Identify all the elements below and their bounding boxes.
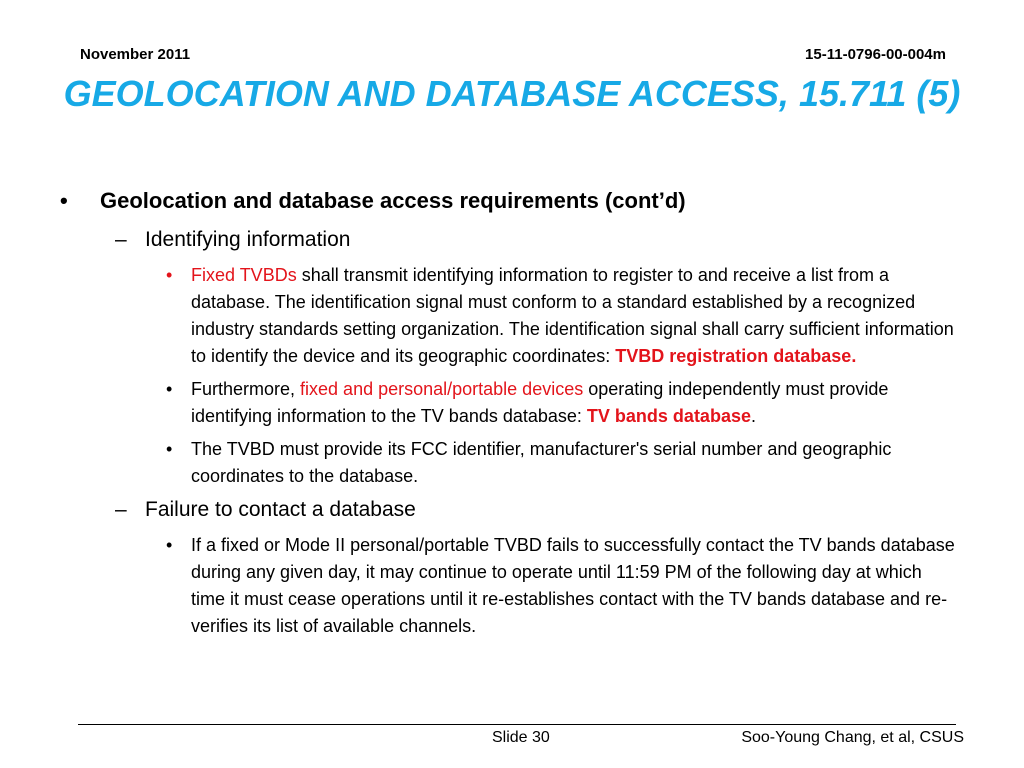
item-text: Furthermore,: [191, 379, 301, 399]
slide-title: GEOLOCATION AND DATABASE ACCESS, 15.711 (5): [63, 73, 961, 114]
dash-icon: –: [115, 498, 127, 521]
item-text: operating independently must provide identifying information to the TV bands database:: [191, 379, 889, 426]
sub-bullet-failure-to-contact: [60, 496, 960, 524]
slide-number: Slide 30: [492, 729, 550, 746]
footer-divider: [78, 724, 956, 725]
dash-icon: –: [115, 228, 127, 251]
highlight-text: fixed and personal/portable devices: [300, 379, 584, 399]
bullet-main-text: Geolocation and database access requirements (cont’d): [100, 188, 686, 213]
bullet-dot-icon: •: [166, 439, 173, 459]
highlight-text: Fixed TVBDs: [191, 265, 297, 285]
sub-bullet-identifying-information: [60, 226, 960, 254]
header-date: November 2011: [80, 46, 191, 63]
bullet-dot-icon: •: [166, 535, 173, 555]
list-item: [60, 436, 960, 490]
list-item: [60, 376, 960, 430]
item-text: If a fixed or Mode II personal/portable TVBD fails to successfully contact the TV bands database during any given day, it may continue to operate until 11:59 PM of the following day at which time it must cease operations until it re-establishes contact with the TV bands database and re-verifies its list of available channels.: [191, 535, 955, 636]
bullet-main: [60, 186, 960, 216]
highlight-bold-text: TV bands database: [586, 406, 751, 426]
slide-body: [60, 186, 960, 646]
bullet-dot-icon: •: [60, 188, 68, 213]
sub-bullet-label: Failure to contact a database: [145, 498, 416, 521]
item-text: shall transmit identifying information to register to and receive a list from a database. The identification signal must conform to a standard established by a recognized industry standards setting organization. The identification signal shall carry sufficient information to identify the device and its geographic coordinates:: [191, 265, 954, 366]
sub-bullet-label: Identifying information: [145, 228, 351, 251]
bullet-dot-icon: •: [166, 379, 173, 399]
list-item: [60, 262, 960, 370]
bullet-dot-icon: •: [166, 265, 173, 285]
footer-author: Soo-Young Chang, et al, CSUS: [741, 729, 964, 746]
highlight-bold-text: TVBD registration database.: [615, 346, 857, 366]
item-text: .: [750, 406, 756, 426]
header-doc-id: 15-11-0796-00-004m: [805, 46, 946, 63]
list-item: [60, 532, 960, 640]
item-text: The TVBD must provide its FCC identifier, manufacturer's serial number and geographic coordinates to the database.: [191, 439, 892, 486]
